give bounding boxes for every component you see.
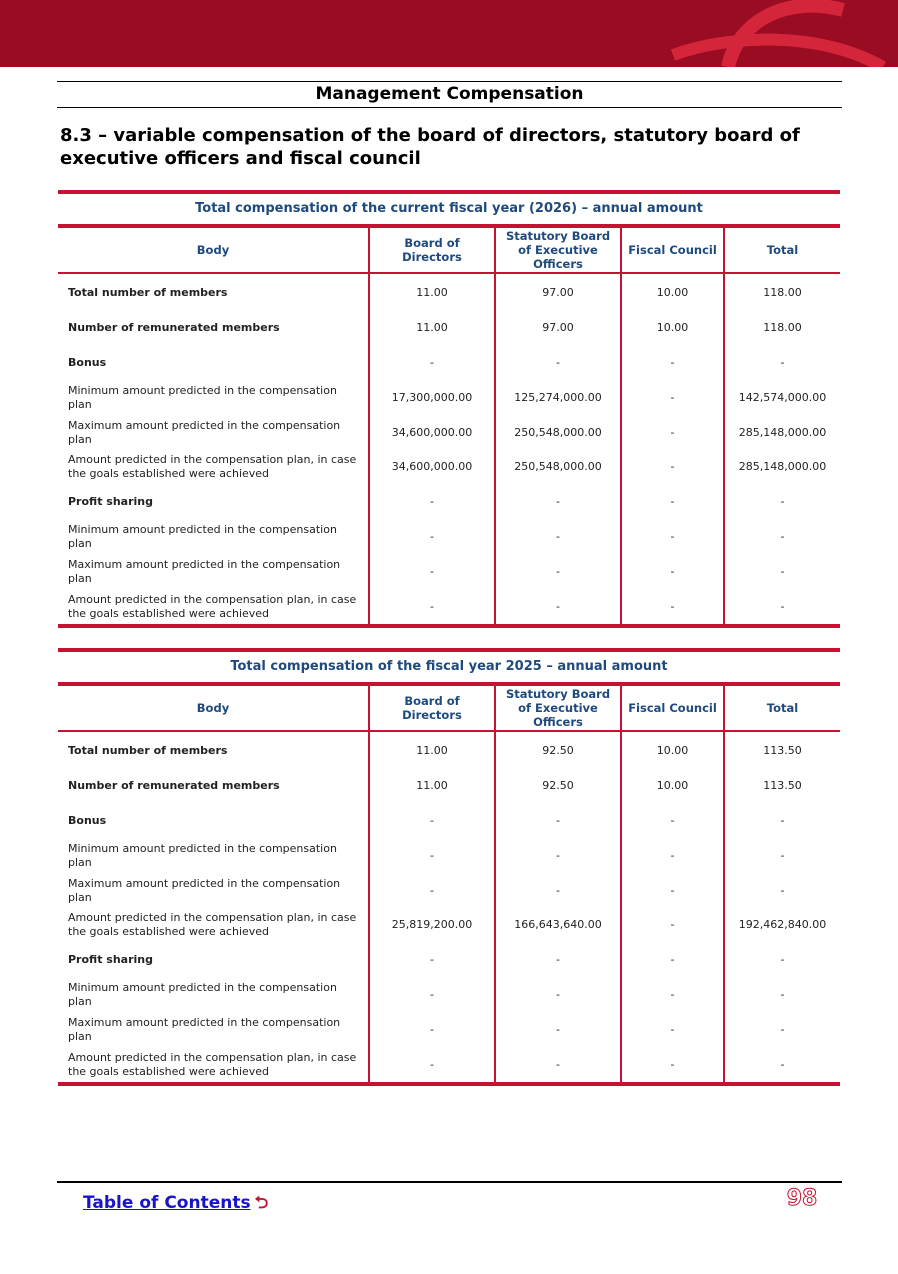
- column-header-fiscal-council: Fiscal Council: [621, 686, 724, 731]
- cell-value: 166,643,640.00: [495, 908, 621, 943]
- table-of-contents-link[interactable]: [83, 1190, 268, 1219]
- top-brand-band: [0, 0, 898, 67]
- row-label: Maximum amount predicted in the compensation plan: [68, 1015, 341, 1043]
- compensation-table-2025: [58, 648, 840, 1086]
- cell-value: 118.00: [724, 273, 840, 311]
- cell-value: -: [724, 1047, 840, 1082]
- row-label: Bonus: [68, 355, 107, 369]
- cell-value: -: [621, 450, 724, 485]
- cell-value: -: [621, 908, 724, 943]
- table-row: [58, 273, 840, 311]
- brand-logo-swoosh-icon: [668, 0, 898, 67]
- row-label: Bonus: [68, 813, 107, 827]
- table-row: [58, 520, 840, 555]
- cell-value: -: [621, 943, 724, 978]
- cell-value: -: [495, 1047, 621, 1082]
- row-label: Amount predicted in the compensation plan, in case the goals established were achieved: [68, 453, 357, 481]
- cell-value: 97.00: [495, 311, 621, 346]
- row-label: Profit sharing: [68, 953, 153, 967]
- cell-value: -: [369, 1047, 495, 1082]
- cell-value: -: [369, 346, 495, 381]
- compensation-table-2026: [58, 190, 840, 628]
- table-row: [58, 978, 840, 1013]
- column-header-board-of-directors: Board of Directors: [369, 686, 495, 731]
- row-label: Maximum amount predicted in the compensation plan: [68, 557, 341, 585]
- cell-value: 11.00: [369, 731, 495, 769]
- cell-value: -: [621, 554, 724, 589]
- cell-value: 285,148,000.00: [724, 415, 840, 450]
- row-label: Number of remunerated members: [68, 321, 280, 335]
- cell-value: 92.50: [495, 769, 621, 804]
- cell-value: -: [724, 1012, 840, 1047]
- cell-value: 118.00: [724, 311, 840, 346]
- cell-value: -: [495, 943, 621, 978]
- footer-rule: [57, 1181, 842, 1183]
- cell-value: -: [495, 520, 621, 555]
- cell-value: -: [724, 520, 840, 555]
- cell-value: -: [621, 589, 724, 624]
- cell-value: 113.50: [724, 769, 840, 804]
- column-header-body: Body: [58, 228, 369, 273]
- row-label: Profit sharing: [68, 495, 153, 509]
- table-row: [58, 1047, 840, 1082]
- cell-value: -: [724, 485, 840, 520]
- table-row: [58, 943, 840, 978]
- table-row: [58, 485, 840, 520]
- page-number: 98: [786, 1186, 818, 1211]
- table-row: [58, 380, 840, 415]
- table-row: [58, 908, 840, 943]
- table-row: [58, 450, 840, 485]
- row-label: Minimum amount predicted in the compensation plan: [68, 841, 337, 869]
- cell-value: -: [621, 873, 724, 908]
- cell-value: -: [621, 520, 724, 555]
- cell-value: -: [369, 554, 495, 589]
- cell-value: 192,462,840.00: [724, 908, 840, 943]
- column-header-statutory-board: Statutory Board of Executive Officers: [495, 228, 621, 273]
- table-bottom-rule: [58, 624, 840, 628]
- cell-value: 25,819,200.00: [369, 908, 495, 943]
- table-row: [58, 346, 840, 381]
- section-title: Management Compensation: [315, 84, 584, 104]
- cell-value: -: [621, 1047, 724, 1082]
- cell-value: -: [621, 1012, 724, 1047]
- cell-value: 11.00: [369, 311, 495, 346]
- cell-value: -: [369, 485, 495, 520]
- cell-value: -: [621, 380, 724, 415]
- table-row: [58, 873, 840, 908]
- table-header-row: [58, 228, 840, 273]
- table-row: [58, 804, 840, 839]
- cell-value: 142,574,000.00: [724, 380, 840, 415]
- row-label: Minimum amount predicted in the compensation plan: [68, 522, 337, 550]
- table-body: [58, 273, 840, 624]
- cell-value: -: [724, 346, 840, 381]
- cell-value: 10.00: [621, 769, 724, 804]
- cell-value: -: [495, 485, 621, 520]
- table-caption: Total compensation of the current fiscal year (2026) – annual amount: [58, 190, 840, 228]
- table-row: [58, 554, 840, 589]
- row-label: Total number of members: [68, 744, 228, 758]
- table-header-row: [58, 686, 840, 731]
- table-row: [58, 415, 840, 450]
- cell-value: 11.00: [369, 769, 495, 804]
- cell-value: -: [369, 520, 495, 555]
- cell-value: 34,600,000.00: [369, 450, 495, 485]
- row-label: Minimum amount predicted in the compensation plan: [68, 980, 337, 1008]
- cell-value: -: [369, 1012, 495, 1047]
- row-label: Number of remunerated members: [68, 779, 280, 793]
- cell-value: 113.50: [724, 731, 840, 769]
- cell-value: -: [621, 978, 724, 1013]
- row-label: Amount predicted in the compensation plan, in case the goals established were achieved: [68, 911, 357, 939]
- table-row: [58, 589, 840, 624]
- cell-value: 10.00: [621, 273, 724, 311]
- cell-value: -: [369, 804, 495, 839]
- cell-value: 10.00: [621, 731, 724, 769]
- cell-value: 250,548,000.00: [495, 450, 621, 485]
- column-header-total: Total: [724, 686, 840, 731]
- row-label: Amount predicted in the compensation plan, in case the goals established were achieved: [68, 1050, 357, 1078]
- cell-value: -: [621, 804, 724, 839]
- cell-value: 250,548,000.00: [495, 415, 621, 450]
- column-header-board-of-directors: Board of Directors: [369, 228, 495, 273]
- column-header-body: Body: [58, 686, 369, 731]
- cell-value: 34,600,000.00: [369, 415, 495, 450]
- cell-value: -: [724, 804, 840, 839]
- row-label: Maximum amount predicted in the compensation plan: [68, 418, 341, 446]
- cell-value: 10.00: [621, 311, 724, 346]
- return-arrow-icon: ⮌: [254, 1193, 269, 1213]
- cell-value: -: [369, 589, 495, 624]
- column-header-fiscal-council: Fiscal Council: [621, 228, 724, 273]
- cell-value: 125,274,000.00: [495, 380, 621, 415]
- cell-value: -: [369, 943, 495, 978]
- cell-value: -: [621, 346, 724, 381]
- column-header-statutory-board: Statutory Board of Executive Officers: [495, 686, 621, 731]
- cell-value: -: [621, 415, 724, 450]
- cell-value: -: [495, 554, 621, 589]
- cell-value: -: [495, 1012, 621, 1047]
- cell-value: -: [495, 804, 621, 839]
- cell-value: -: [369, 873, 495, 908]
- row-label: Total number of members: [68, 286, 228, 300]
- cell-value: -: [369, 978, 495, 1013]
- cell-value: -: [621, 838, 724, 873]
- cell-value: -: [495, 873, 621, 908]
- cell-value: -: [724, 943, 840, 978]
- cell-value: -: [724, 589, 840, 624]
- column-header-total: Total: [724, 228, 840, 273]
- row-label: Maximum amount predicted in the compensation plan: [68, 876, 341, 904]
- table-bottom-rule: [58, 1082, 840, 1086]
- table-body: [58, 731, 840, 1082]
- row-label: Amount predicted in the compensation plan, in case the goals established were achieved: [68, 592, 357, 620]
- cell-value: -: [724, 873, 840, 908]
- table-row: [58, 731, 840, 769]
- cell-value: 17,300,000.00: [369, 380, 495, 415]
- cell-value: -: [724, 838, 840, 873]
- row-label: Minimum amount predicted in the compensation plan: [68, 383, 337, 411]
- table-row: [58, 838, 840, 873]
- cell-value: -: [369, 838, 495, 873]
- section-title-bottom-rule: [57, 107, 842, 108]
- section-title-top-rule: [57, 81, 842, 82]
- cell-value: 92.50: [495, 731, 621, 769]
- cell-value: -: [495, 978, 621, 1013]
- cell-value: -: [621, 485, 724, 520]
- cell-value: -: [495, 346, 621, 381]
- cell-value: 285,148,000.00: [724, 450, 840, 485]
- page-heading: 8.3 – variable compensation of the board of directors, statutory board of executive officers and fiscal council: [60, 125, 800, 169]
- cell-value: -: [495, 589, 621, 624]
- table-caption: Total compensation of the fiscal year 2025 – annual amount: [58, 648, 840, 686]
- cell-value: -: [495, 838, 621, 873]
- cell-value: -: [724, 554, 840, 589]
- cell-value: 97.00: [495, 273, 621, 311]
- table-row: [58, 1012, 840, 1047]
- toc-link-label: Table of Contents: [83, 1193, 251, 1213]
- table-row: [58, 769, 840, 804]
- cell-value: -: [724, 978, 840, 1013]
- cell-value: 11.00: [369, 273, 495, 311]
- table-row: [58, 311, 840, 346]
